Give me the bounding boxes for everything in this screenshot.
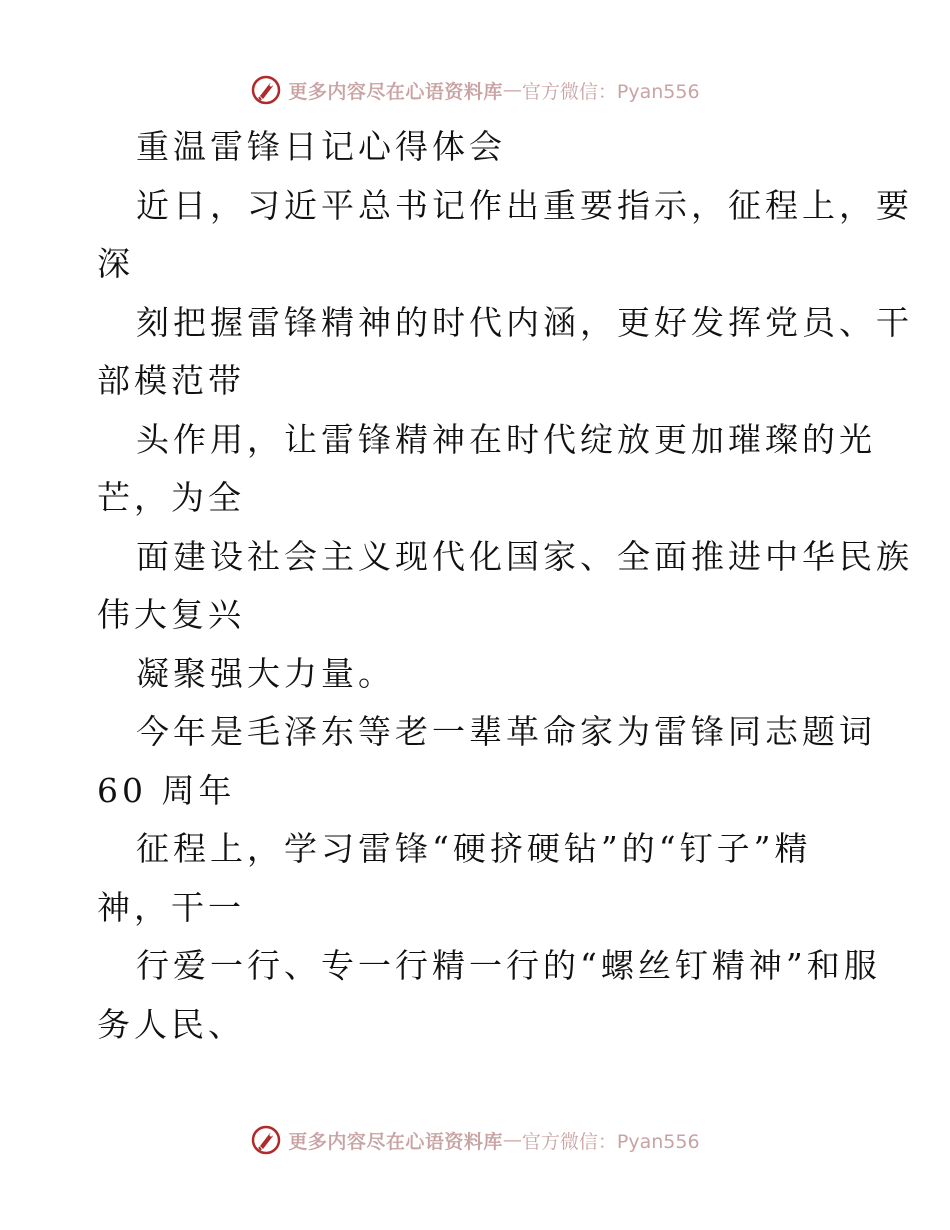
document-line: 刻把握雷锋精神的时代内涵，更好发挥党员、干 bbox=[136, 302, 913, 342]
document-line: 重温雷锋日记心得体会 bbox=[136, 127, 506, 166]
document-line: 凝聚强大力量。 bbox=[136, 653, 395, 693]
pen-logo-icon bbox=[250, 74, 282, 106]
document-line: 深 bbox=[97, 244, 134, 283]
document-line: 务人民、 bbox=[97, 1004, 245, 1044]
header-site-name: 更多内容尽在心语资料库 bbox=[288, 80, 503, 103]
document-line: 今年是毛泽东等老一辈革命家为雷锋同志题词 bbox=[136, 712, 876, 751]
document-line: 面建设社会主义现代化国家、全面推进中华民族 bbox=[136, 536, 913, 576]
header-watermark bbox=[0, 70, 950, 110]
footer-watermark bbox=[0, 1120, 950, 1160]
document-line: 近日，习近平总书记作出重要指示，征程上，要 bbox=[136, 185, 913, 225]
footer-separator: — bbox=[502, 1129, 522, 1151]
footer-site-name: 更多内容尽在心语资料库 bbox=[288, 1130, 503, 1153]
document-body bbox=[0, 118, 950, 1054]
document-line: 神，干一 bbox=[97, 887, 245, 927]
header-wechat: 官方微信：Pyan556 bbox=[521, 80, 700, 103]
document-line: 60 周年 bbox=[97, 770, 236, 810]
document-line: 芒，为全 bbox=[97, 478, 245, 517]
header-separator: — bbox=[502, 79, 522, 101]
document-line: 行爱一行、专一行精一行的“螺丝钉精神”和服 bbox=[136, 946, 881, 985]
document-line: 伟大复兴 bbox=[97, 595, 245, 634]
document-line: 征程上，学习雷锋“硬挤硬钻”的“钉子”精 bbox=[136, 829, 812, 868]
document-line: 部模范带 bbox=[97, 361, 245, 400]
footer-wechat: 官方微信：Pyan556 bbox=[521, 1130, 700, 1153]
pen-logo-icon bbox=[250, 1124, 282, 1156]
document-line: 头作用，让雷锋精神在时代绽放更加璀璨的光 bbox=[136, 419, 876, 459]
